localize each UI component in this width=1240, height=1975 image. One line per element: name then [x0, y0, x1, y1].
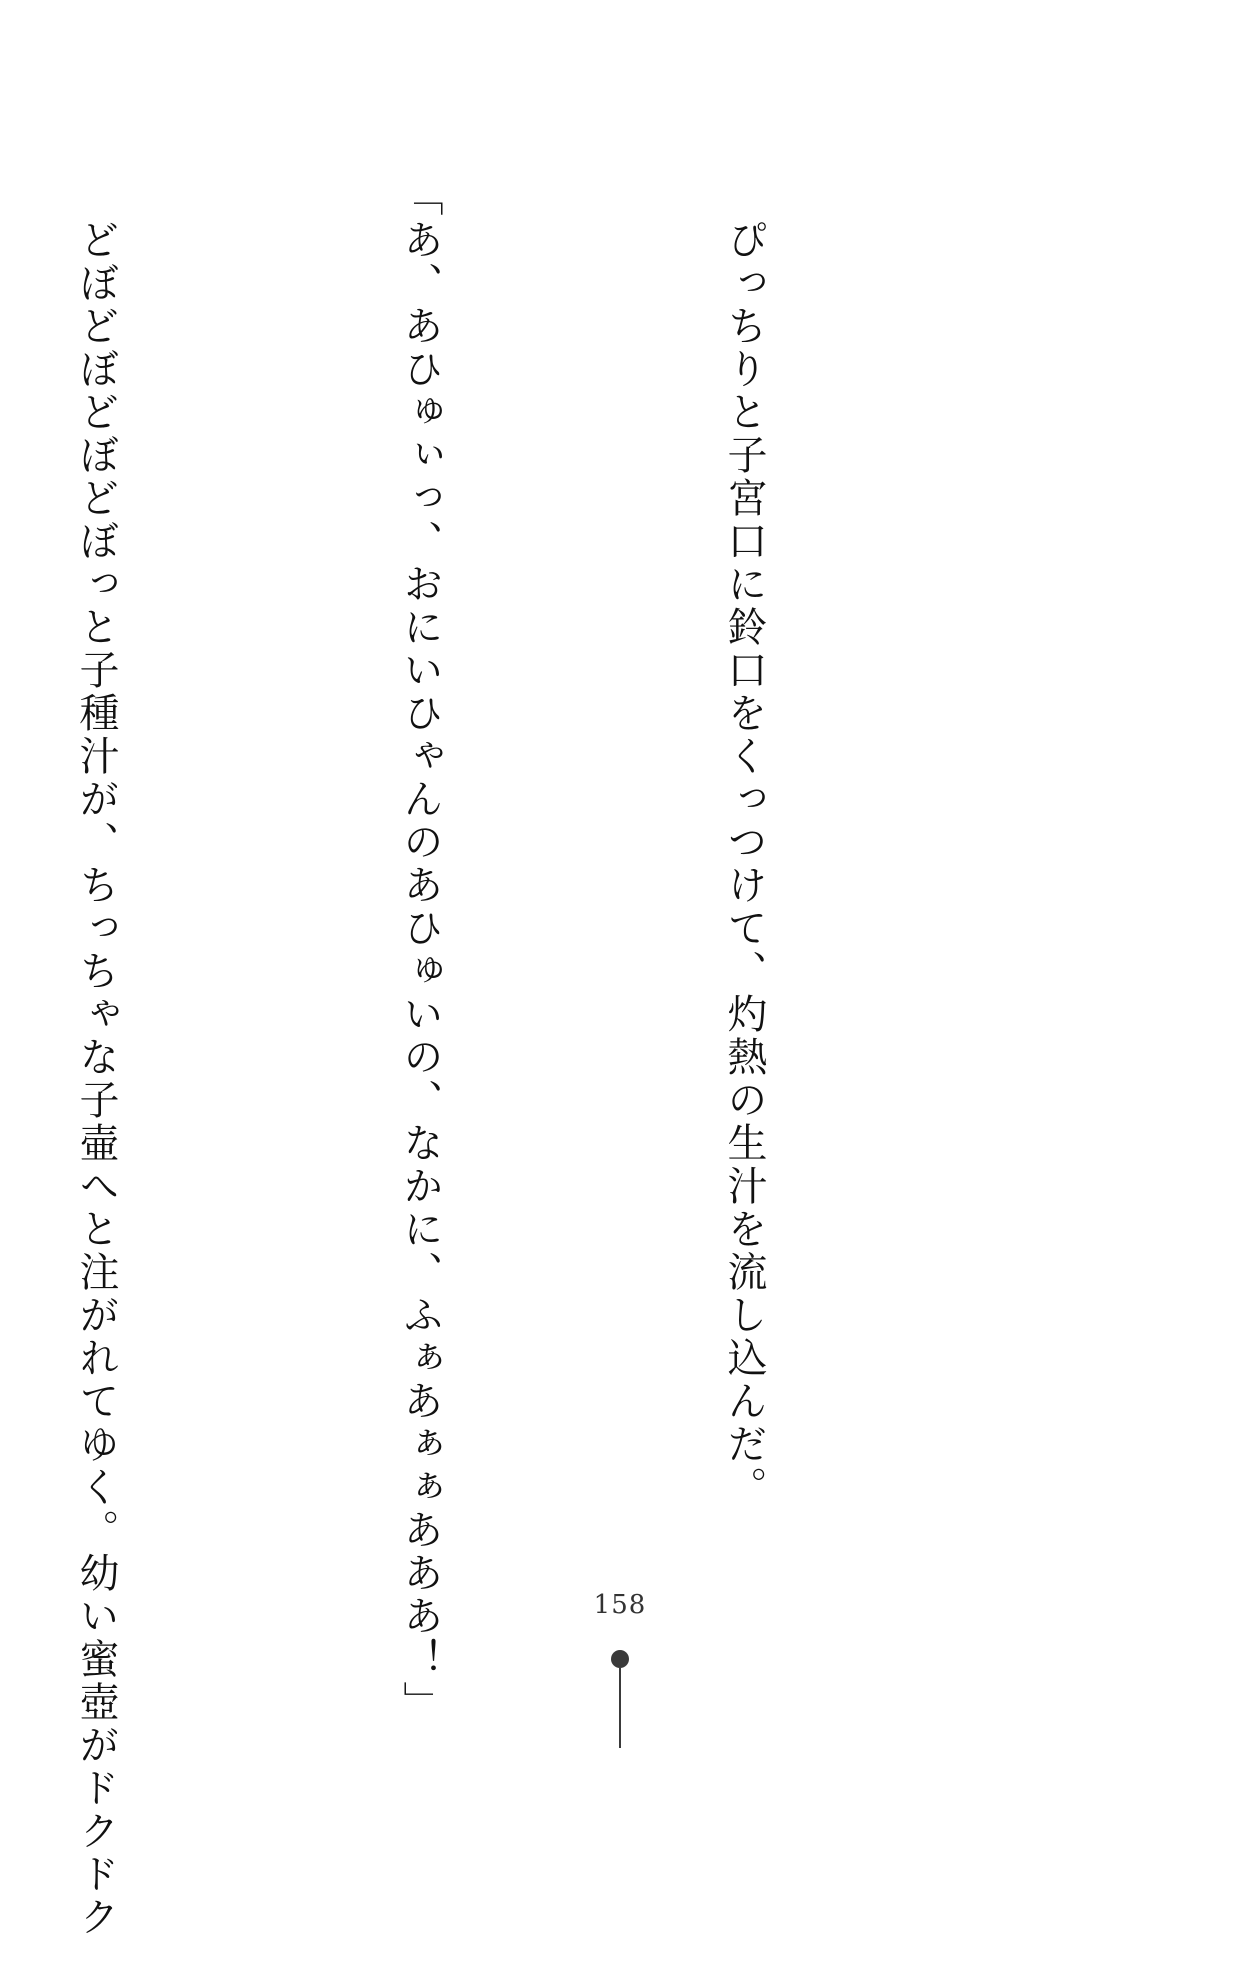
- text-line: どぼどぼどぼどぼっと子種汁が、ちっちゃな子壷へと注がれてゆく。幼い蜜壺がドクドク: [73, 176, 119, 1939]
- text-line: 「あ、あひゅぃっ、おにいひゃんのあひゅいの、なかに、ふぁあぁぁあああ！」: [397, 176, 443, 1724]
- page-number: 158: [593, 1590, 647, 1620]
- text-line: ぴっちりと子宮口に鈴口をくっつけて、灼熱の生汁を流し込んだ。: [721, 176, 767, 1509]
- page-marker-dot: [611, 1650, 629, 1668]
- page-marker-line: [619, 1668, 621, 1748]
